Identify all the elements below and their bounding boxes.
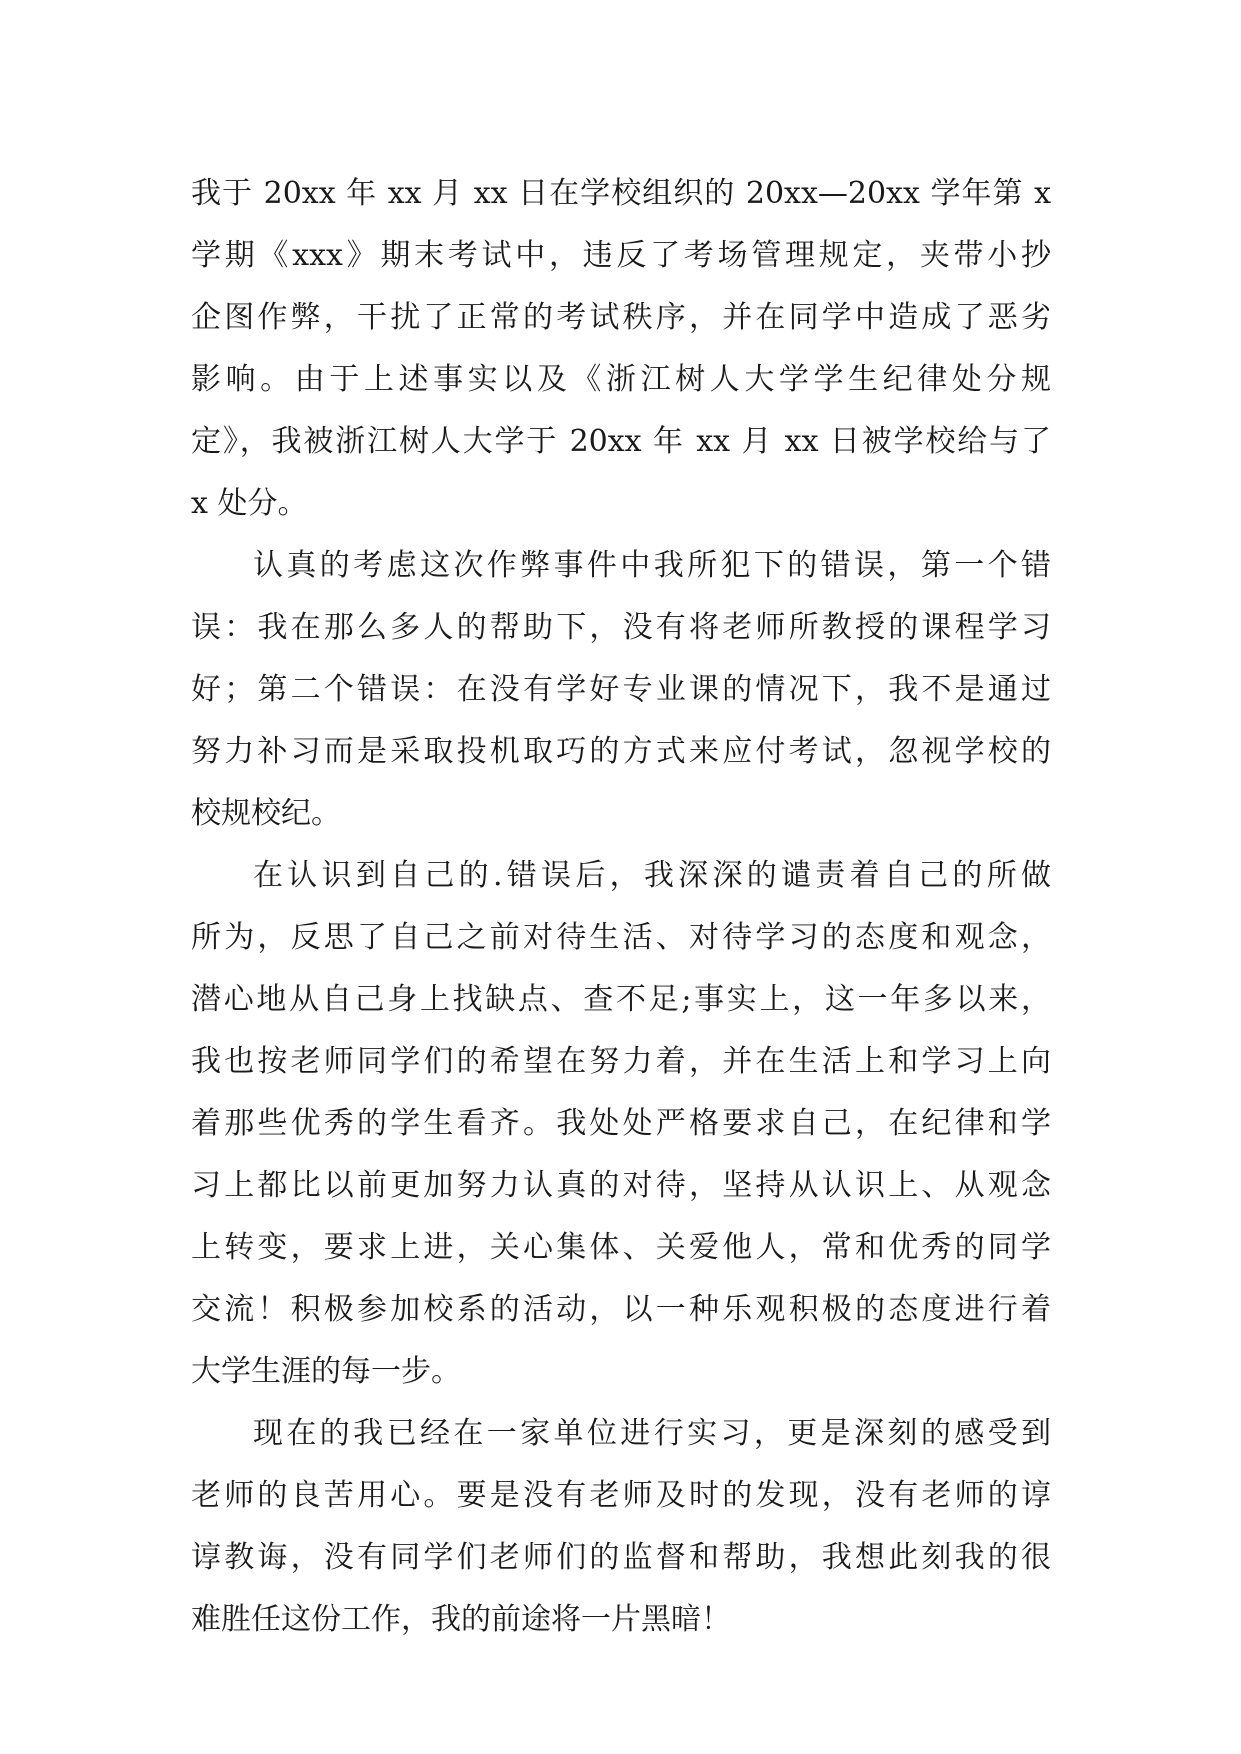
paragraph-line: 大学生涯的每一步。 [191, 1354, 461, 1389]
paragraph-line: 好；第二个错误：在没有学好专业课的情况下，我不是通过 [191, 672, 1051, 707]
paragraph-line: 校规校纪。 [191, 796, 341, 831]
paragraph-line: 我于 20xx 年 xx 月 xx 日在学校组织的 20xx—20xx 学年第 x [191, 176, 1051, 211]
paragraph-line: 谆教诲，没有同学们老师们的监督和帮助，我想此刻我的很 [191, 1540, 1051, 1575]
paragraph-3 [191, 845, 1051, 1403]
paragraph-line: 在认识到自己的.错误后，我深深的谴责着自己的所做 [253, 858, 1051, 893]
paragraph-line: 我也按老师同学们的希望在努力着，并在生活上和学习上向 [191, 1044, 1051, 1079]
paragraph-line: 潜心地从自己身上找缺点、查不足;事实上，这一年多以来， [191, 982, 1051, 1017]
paragraph-2 [191, 535, 1051, 845]
document-body [191, 163, 1051, 1651]
paragraph-line: 老师的良苦用心。要是没有老师及时的发现，没有老师的谆 [191, 1478, 1051, 1513]
paragraph-line: 难胜任这份工作，我的前途将一片黑暗！ [191, 1602, 731, 1637]
paragraph-line: 影响。由于上述事实以及《浙江树人大学学生纪律处分规 [191, 362, 1051, 397]
paragraph-line: 交流！积极参加校系的活动，以一种乐观积极的态度进行着 [191, 1292, 1051, 1327]
paragraph-line: 定》，我被浙江树人大学于 20xx 年 xx 月 xx 日被学校给与了 [191, 424, 1051, 459]
paragraph-line: 认真的考虑这次作弊事件中我所犯下的错误，第一个错 [253, 548, 1051, 583]
paragraph-1 [191, 163, 1051, 535]
paragraph-line: 现在的我已经在一家单位进行实习，更是深刻的感受到 [253, 1416, 1051, 1451]
paragraph-line: 习上都比以前更加努力认真的对待，坚持从认识上、从观念 [191, 1168, 1051, 1203]
paragraph-line: x 处分。 [191, 486, 308, 521]
paragraph-line: 学期《xxx》期末考试中，违反了考场管理规定，夹带小抄 [191, 238, 1051, 273]
paragraph-line: 误：我在那么多人的帮助下，没有将老师所教授的课程学习 [191, 610, 1051, 645]
paragraph-line: 努力补习而是采取投机取巧的方式来应付考试，忽视学校的 [191, 734, 1051, 769]
paragraph-line: 企图作弊，干扰了正常的考试秩序，并在同学中造成了恶劣 [191, 300, 1051, 335]
paragraph-line: 着那些优秀的学生看齐。我处处严格要求自己，在纪律和学 [191, 1106, 1051, 1141]
paragraph-line: 上转变，要求上进，关心集体、关爱他人，常和优秀的同学 [191, 1230, 1051, 1265]
paragraph-line: 所为，反思了自己之前对待生活、对待学习的态度和观念， [191, 920, 1051, 955]
paragraph-4 [191, 1403, 1051, 1651]
